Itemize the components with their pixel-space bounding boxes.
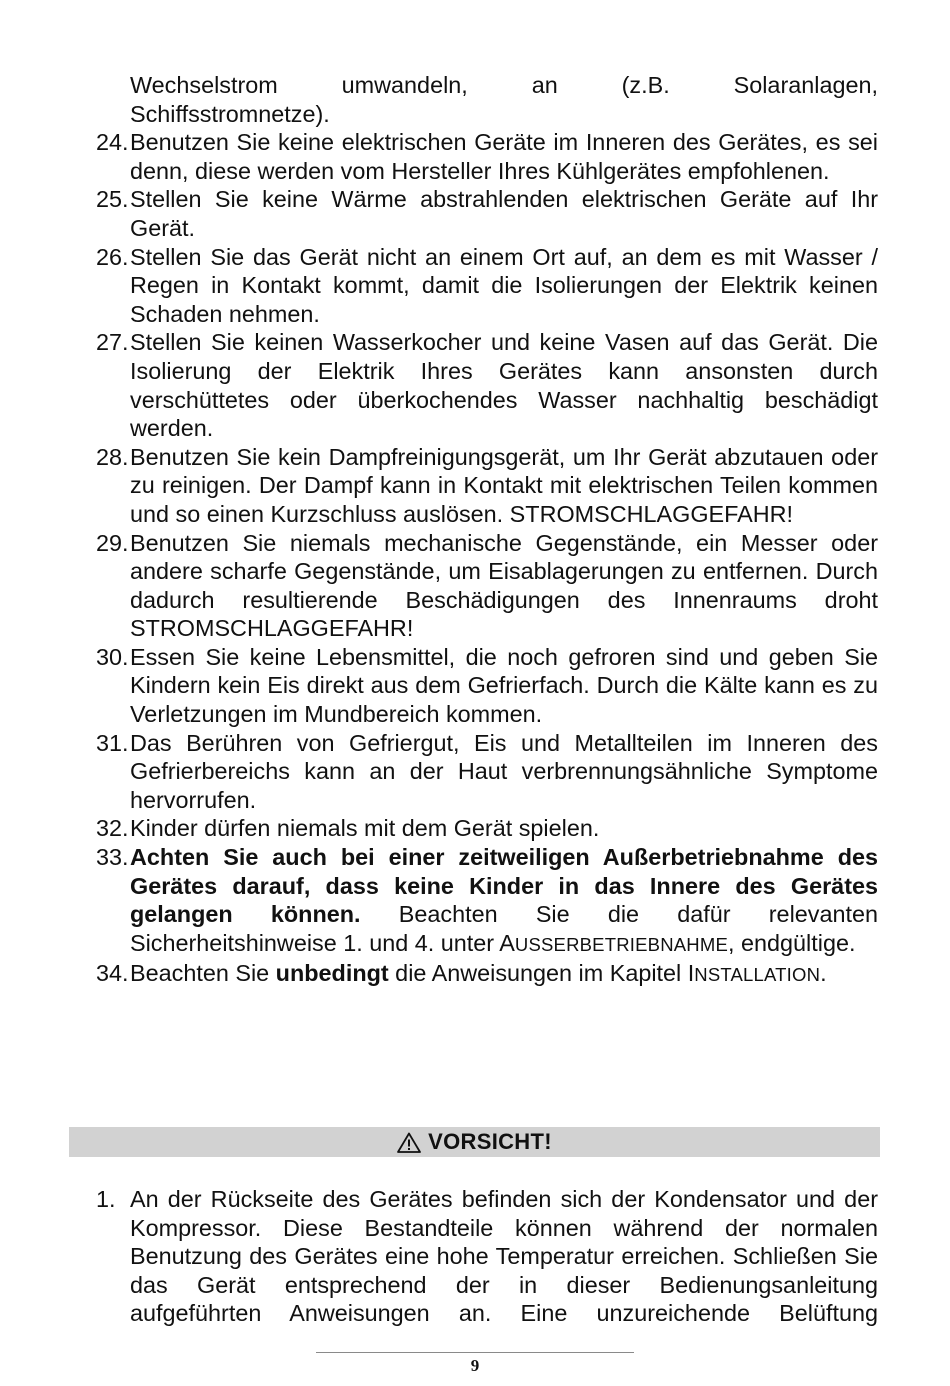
item-text: An der Rückseite des Gerätes befinden sich der Kondensator und der Kompressor. Diese Bestandteile können während der normalen Benutzung des Gerätes eine hohe Temperatur erreichen. Schließen Sie das Gerät entsprechend der in dieser Bedienungsanleitung aufgeführten Anweisungen an. Eine unzureichende Belüftung	[130, 1186, 878, 1327]
item-number: 1.	[96, 1186, 116, 1212]
item-text: Benutzen Sie kein Dampfreinigungsgerät, um Ihr Gerät abzutauen oder zu reinigen. Der Dampf kann in Kontakt mit elektrischen Teilen kommen und so einen Kurzschluss auslösen. STROMSCHLAGGEFAHR!	[130, 443, 878, 527]
item-text-bold: unbedingt	[275, 960, 389, 987]
item-text-bold: Achten Sie auch bei einer zeitweiligen Außerbetriebnahme des Gerätes darauf, dass keine Kinder in das Innere des Gerätes gelangen können.	[130, 844, 878, 928]
list-item-34	[96, 959, 878, 990]
caution-heading-bar	[69, 1127, 880, 1157]
list-item-29	[96, 529, 878, 643]
item-number: 28.	[96, 443, 129, 470]
item-text: Essen Sie keine Lebensmittel, die noch gefroren sind und geben Sie Kindern kein Eis direkt aus dem Gefrierfach. Durch die Kälte kann es zu Verletzungen im Mundbereich kommen.	[130, 643, 878, 728]
item-text: Benutzen Sie keine elektrischen Geräte im Inneren des Gerätes, es sei denn, diese werden vom Hersteller Ihres Kühlgerätes empfohlenen.	[130, 129, 878, 184]
warning-triangle-icon	[397, 1132, 421, 1153]
item-text: Stellen Sie keinen Wasserkocher und keine Vasen auf das Gerät. Die Isolierung der Elektrik Ihres Gerätes kann ansonsten durch verschüttetes oder überkochendes Wasser nachhaltig beschädigt werden.	[130, 329, 878, 442]
item-text: Stellen Sie keine Wärme abstrahlenden elektrischen Geräte auf Ihr Gerät.	[130, 186, 878, 241]
list-item-32	[96, 814, 878, 843]
word: an	[531, 72, 558, 98]
continuation-text	[96, 71, 878, 128]
word: (z.B.	[621, 72, 670, 98]
item-text: Benutzen Sie niemals mechanische Gegenstände, ein Messer oder andere scharfe Gegenstände, um Eisablagerungen zu entfernen. Durch dadurch resultierende Beschädigungen des Innenraums droht STROMSCHLAGGEFAHR!	[130, 529, 878, 642]
word: Wechselstrom	[130, 72, 278, 98]
item-text-end: .	[820, 960, 827, 987]
safety-instructions	[96, 71, 878, 990]
caution-list	[96, 1185, 878, 1328]
small-caps-rest: USSERBETRIEBNAHME	[514, 933, 729, 955]
continuation-line-1	[130, 71, 878, 100]
footer-divider	[316, 1352, 634, 1353]
list-item-27	[96, 328, 878, 442]
small-caps-initial: A	[499, 929, 515, 956]
word: Solaranlagen,	[733, 72, 878, 98]
list-item-26	[96, 243, 878, 329]
item-number: 25.	[96, 186, 129, 213]
item-text: Beachten Sie die dafür relevanten Sicherheitshinweise 1. und 4. unter	[130, 901, 879, 956]
continuation-line-2: Schiffsstromnetze).	[130, 100, 330, 127]
list-item-30	[96, 643, 878, 729]
item-number: 24.	[96, 129, 129, 156]
item-text: Beachten Sie	[130, 960, 276, 987]
list-item-33	[96, 843, 878, 959]
list-item-24	[96, 128, 878, 185]
caution-item-1	[96, 1185, 878, 1328]
item-text-end: , endgültige.	[728, 929, 856, 956]
item-text: Stellen Sie das Gerät nicht an einem Ort auf, an dem es mit Wasser / Regen in Kontakt kommt, damit die Isolierungen der Elektrik keinen Schaden nehmen.	[130, 243, 878, 327]
list-item-31	[96, 729, 878, 815]
item-number: 33.	[96, 844, 129, 871]
section-reference	[499, 930, 728, 956]
caution-heading: VORSICHT!	[428, 1129, 552, 1154]
list-item-25	[96, 185, 878, 242]
small-caps-rest: NSTALLATION	[694, 964, 821, 986]
small-caps-initial: I	[687, 960, 695, 987]
item-number: 31.	[96, 729, 129, 756]
item-number: 26.	[96, 243, 129, 270]
item-number: 34.	[96, 960, 129, 987]
item-text: Das Berühren von Gefriergut, Eis und Metallteilen im Inneren des Gefrierbereichs kann an der Haut verbrennungsähnliche Symptome hervorrufen.	[130, 729, 878, 813]
item-number: 32.	[96, 815, 129, 842]
item-number: 29.	[96, 529, 129, 556]
item-text: Kinder dürfen niemals mit dem Gerät spielen.	[130, 815, 600, 842]
list-item-28	[96, 443, 878, 529]
page-number: 9	[470, 1356, 480, 1375]
word: umwandeln,	[341, 72, 468, 98]
item-text-mid: die Anweisungen im Kapitel	[388, 960, 688, 987]
item-number: 27.	[96, 329, 129, 356]
section-reference	[688, 960, 820, 986]
item-number: 30.	[96, 643, 129, 670]
